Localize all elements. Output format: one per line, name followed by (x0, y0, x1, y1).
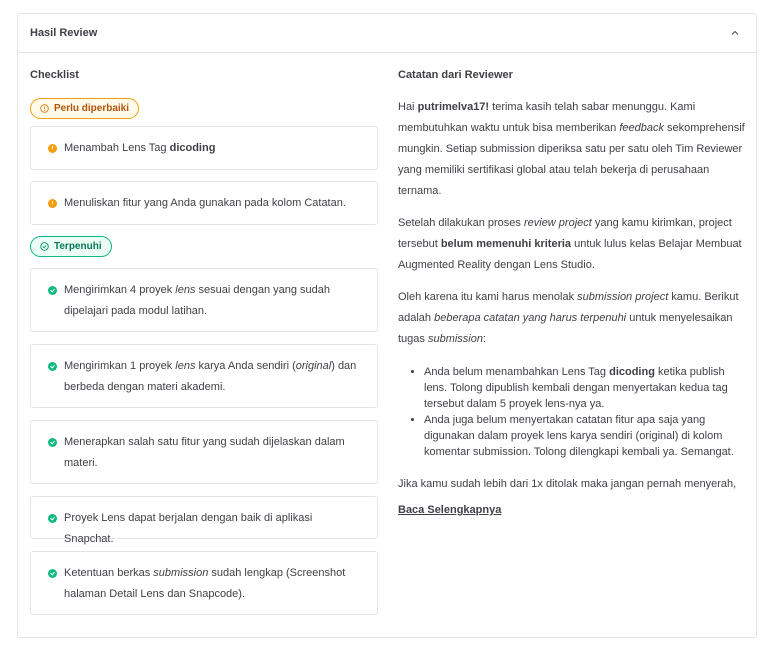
check-icon (48, 514, 57, 523)
list-item: • Anda belum menambahkan Lens Tag dicoding ketika publish lens. Tolong dipublish kembali dengan menyertakan kedua tag tersebut dalam 5 proyek lens-nya ya. (424, 364, 746, 412)
read-more-row (398, 500, 746, 521)
checklist-item-text: Proyek Lens dapat berjalan dengan baik di aplikasi Snapchat. (64, 512, 313, 545)
check-icon (48, 438, 57, 447)
checklist-item-text: Ketentuan berkas submission sudah lengkap (Screenshot halaman Detail Lens dan Snapcode). (64, 567, 346, 600)
warning-icon (48, 199, 57, 208)
check-icon (48, 569, 57, 578)
panel-title: Hasil Review (30, 27, 98, 39)
notes-paragraph: Setelah dilakukan proses review project yang kamu kirimkan, project tersebut belum memenuhi kriteria untuk lulus kelas Belajar Membuat Augmented Reality dengan Lens Studio. (398, 217, 742, 271)
checklist-item (30, 181, 378, 225)
status-badge-fulfilled (30, 236, 112, 257)
chevron-up-icon (730, 28, 740, 38)
checklist-item-text: Menambah Lens Tag dicoding (64, 142, 216, 154)
review-panel (17, 13, 757, 638)
list-item: • Anda juga belum menyertakan catatan fitur apa saja yang digunakan dalam proyek lens karya sendiri (original) di kolom komentar submission. Tolong dilengkapi kembali ya. Semangat. (424, 412, 746, 460)
panel-header[interactable] (18, 14, 756, 53)
checklist-item (30, 551, 378, 615)
checklist-item (30, 496, 378, 545)
checklist-item (30, 268, 378, 332)
checklist-title: Checklist (30, 69, 79, 81)
notes-title: Catatan dari Reviewer (398, 69, 513, 81)
alert-circle-icon (40, 104, 49, 113)
check-icon (48, 362, 57, 371)
checklist-item (30, 344, 378, 408)
check-icon (48, 286, 57, 295)
reviewer-notes-column (398, 69, 746, 521)
checklist-item (30, 126, 378, 170)
collapse-button[interactable] (726, 24, 744, 42)
status-badge-needs-fix (30, 98, 139, 119)
read-more-link[interactable]: Baca Selengkapnya (398, 504, 502, 516)
checklist-item-text: Menerapkan salah satu fitur yang sudah dijelaskan dalam materi. (64, 436, 345, 469)
check-circle-icon (40, 242, 49, 251)
notes-paragraph: Jika kamu sudah lebih dari 1x ditolak maka jangan pernah menyerah, (398, 478, 737, 490)
checklist-item (30, 420, 378, 484)
badge-label: Perlu diperbaiki (54, 103, 130, 114)
notes-list (398, 364, 746, 460)
notes-paragraph: Oleh karena itu kami harus menolak submission project kamu. Berikut adalah beberapa catatan yang harus terpenuhi untuk menyelesaikan tugas submission: (398, 291, 739, 345)
warning-icon (48, 144, 57, 153)
checklist-column (30, 69, 378, 615)
notes-paragraph: Hai putrimelva17! terima kasih telah sabar menunggu. Kami membutuhkan waktu untuk bisa memberikan feedback sekomprehensif mungkin. Setiap submission diperiksa satu per satu oleh Tim Reviewer yang memiliki sertifikasi global atau telah bekerja di perusahaan ternama. (398, 101, 745, 197)
checklist-item-text: Menuliskan fitur yang Anda gunakan pada kolom Catatan. (64, 197, 346, 209)
checklist-item-text: Mengirimkan 1 proyek lens karya Anda sendiri (original) dan berbeda dengan materi akademi. (64, 360, 357, 393)
badge-label: Terpenuhi (54, 241, 102, 252)
checklist-item-text: Mengirimkan 4 proyek lens sesuai dengan yang sudah dipelajari pada modul latihan. (64, 284, 331, 317)
